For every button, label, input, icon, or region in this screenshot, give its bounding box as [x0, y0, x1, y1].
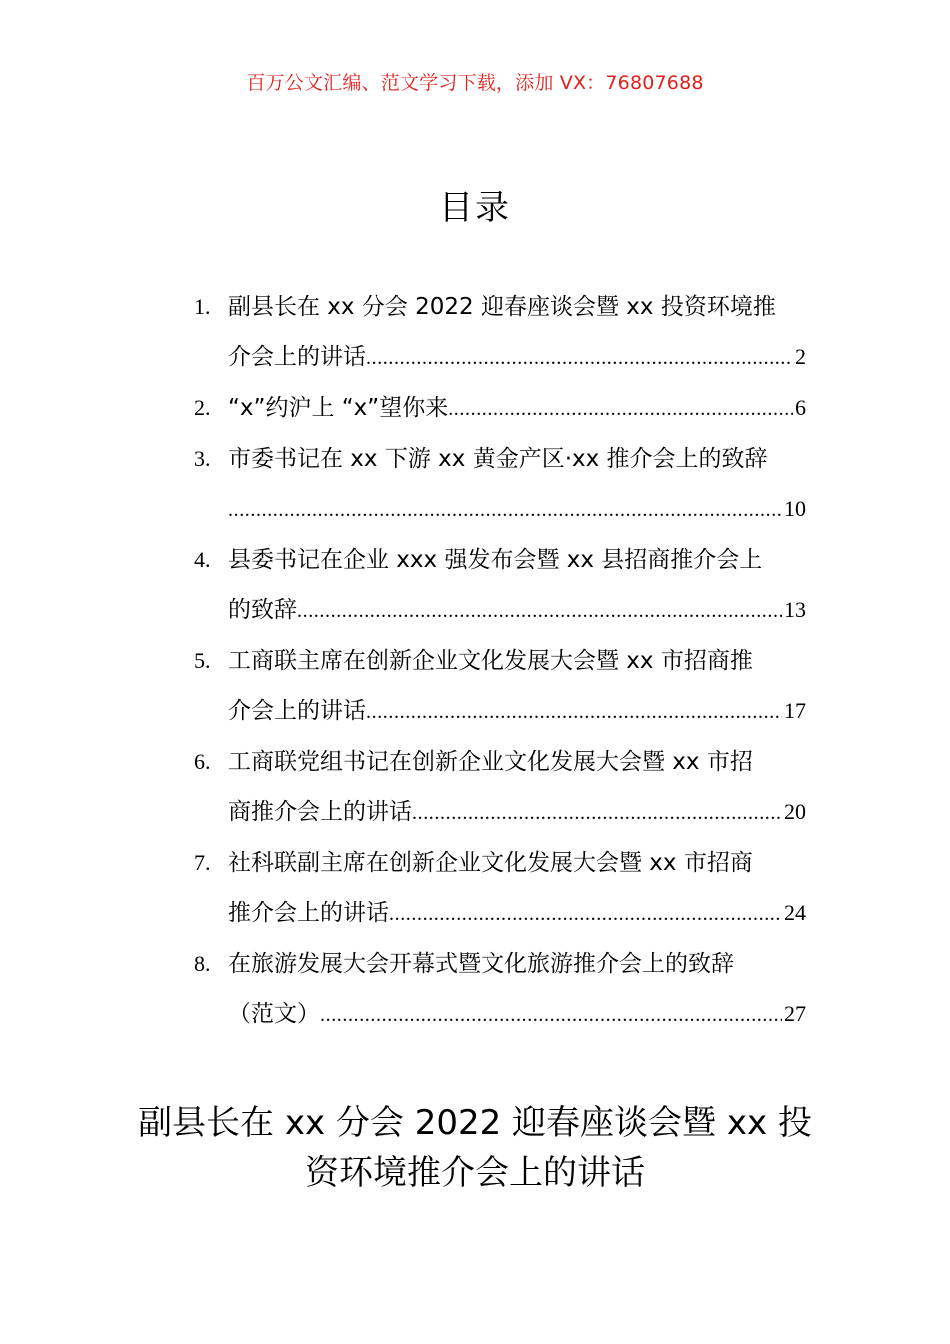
toc-entry-page: 24 — [784, 900, 806, 925]
toc-entry-number: 4. — [194, 547, 211, 572]
toc-entry-page: 6 — [795, 395, 806, 420]
toc-entry-title: “x”约沪上 “x”望你来 — [228, 395, 449, 421]
toc-entry-title-cont: 的致辞 — [228, 597, 297, 623]
document-title-line-2: 资环境推介会上的讲话 — [305, 1153, 645, 1193]
toc-entry-page: 17 — [784, 698, 806, 723]
document-title — [120, 1098, 830, 1198]
toc-entry-page: 27 — [784, 1001, 806, 1026]
toc-entry-title: 在旅游发展大会开幕式暨文化旅游推介会上的致辞 — [228, 951, 734, 977]
toc-entry-4[interactable] — [194, 535, 806, 636]
dot-leader — [448, 384, 793, 434]
toc-entry-title-cont: 商推介会上的讲话 — [228, 799, 412, 825]
toc-entry-6[interactable] — [194, 737, 806, 838]
toc-entry-title-cont: 介会上的讲话 — [228, 344, 366, 370]
toc-entry-1[interactable] — [194, 282, 806, 383]
toc-entry-page: 10 — [784, 496, 806, 521]
dot-leader — [366, 687, 782, 737]
toc-entry-page: 13 — [784, 597, 806, 622]
toc-entry-number: 1. — [194, 294, 211, 319]
toc-entry-title: 社科联副主席在创新企业文化发展大会暨 xx 市招商 — [228, 850, 753, 876]
dot-leader — [297, 586, 782, 636]
toc-entry-3[interactable] — [194, 434, 806, 535]
toc-entry-5[interactable] — [194, 636, 806, 737]
toc-entry-number: 7. — [194, 850, 211, 875]
dot-leader — [228, 485, 782, 535]
toc-entry-8[interactable] — [194, 939, 806, 1040]
table-of-contents — [194, 282, 806, 1040]
toc-entry-title-cont: （范文） — [228, 1001, 320, 1027]
dot-leader — [366, 333, 793, 383]
toc-entry-number: 8. — [194, 951, 211, 976]
document-title-line-1: 副县长在 xx 分会 2022 迎春座谈会暨 xx 投 — [138, 1103, 812, 1143]
dot-leader — [389, 889, 782, 939]
toc-entry-page: 2 — [795, 344, 806, 369]
toc-entry-number: 6. — [194, 749, 211, 774]
toc-entry-2[interactable] — [194, 383, 806, 434]
toc-entry-number: 3. — [194, 446, 211, 471]
toc-entry-title: 市委书记在 xx 下游 xx 黄金产区·xx 推介会上的致辞 — [228, 446, 768, 472]
toc-entry-title: 工商联主席在创新企业文化发展大会暨 xx 市招商推 — [228, 648, 753, 674]
toc-entry-title: 副县长在 xx 分会 2022 迎春座谈会暨 xx 投资环境推 — [228, 294, 776, 320]
dot-leader — [412, 788, 782, 838]
toc-entry-title: 县委书记在企业 xxx 强发布会暨 xx 县招商推介会上 — [228, 547, 763, 573]
toc-entry-title-cont: 介会上的讲话 — [228, 698, 366, 724]
toc-entry-title: 工商联党组书记在创新企业文化发展大会暨 xx 市招 — [228, 749, 753, 775]
toc-entry-number: 5. — [194, 648, 211, 673]
toc-entry-7[interactable] — [194, 838, 806, 939]
header-note: 百万公文汇编、范文学习下载，添加 VX：76807688 — [246, 72, 704, 94]
toc-entry-title-cont: 推介会上的讲话 — [228, 900, 389, 926]
toc-entry-number: 2. — [194, 395, 211, 420]
dot-leader — [320, 990, 782, 1040]
toc-title: 目录 — [439, 188, 511, 228]
toc-entry-page: 20 — [784, 799, 806, 824]
